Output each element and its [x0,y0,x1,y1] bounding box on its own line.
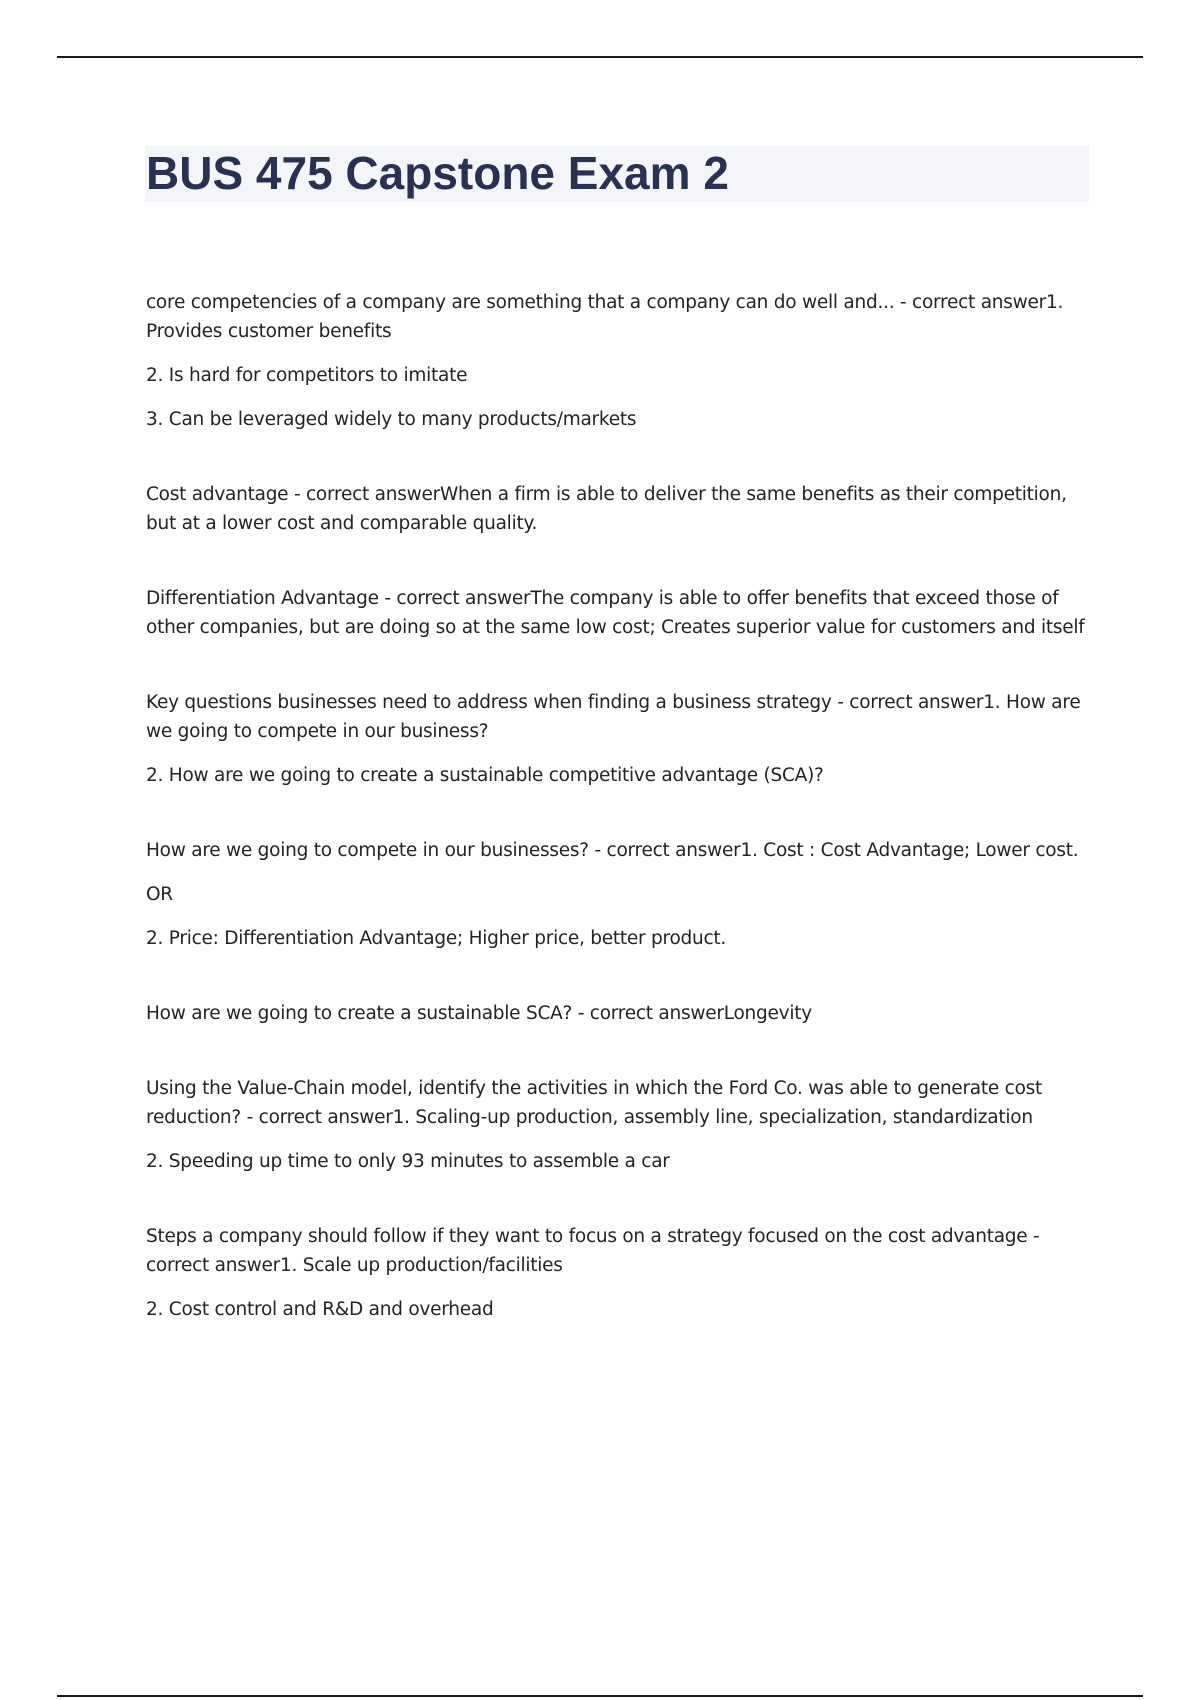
qa-entry-how-compete [146,836,1090,953]
qa-entry-cost-strategy-steps [146,1222,1090,1324]
qa-entry-key-questions [146,688,1090,790]
qa-line: Using the Value-Chain model, identify the activities in which the Ford Co. was able to generate cost reduction? - correct answer1. Scaling-up production, assembly line, specialization, standardization [146,1078,1043,1128]
qa-entry-cost-advantage [146,480,1090,538]
qa-line: Key questions businesses need to address when finding a business strategy - correct answer1. How are we going to compete in our business? [146,692,1081,742]
document-title: BUS 475 Capstone Exam 2 [146,147,729,199]
qa-entry-value-chain [146,1074,1090,1176]
qa-entry-differentiation-advantage [146,584,1090,642]
top-rule [57,56,1143,58]
qa-line: Differentiation Advantage - correct answerThe company is able to offer benefits that exceed those of other companies, but are doing so at the same low cost; Creates superior value for customers and itself [146,588,1085,638]
qa-line: 2. Is hard for competitors to imitate [146,365,468,386]
qa-line: 2. Cost control and R&D and overhead [146,1299,494,1320]
bottom-rule [57,1695,1143,1697]
qa-line: core competencies of a company are something that a company can do well and... - correct answer1. Provides customer benefits [146,292,1064,342]
qa-line: OR [146,884,173,905]
qa-line: Cost advantage - correct answerWhen a firm is able to deliver the same benefits as their competition, but at a lower cost and comparable quality. [146,484,1067,534]
qa-entry-core-competencies [146,288,1090,434]
qa-line: How are we going to compete in our businesses? - correct answer1. Cost : Cost Advantage; Lower cost. [146,840,1079,861]
qa-line: How are we going to create a sustainable SCA? - correct answerLongevity [146,1003,812,1024]
qa-line: 3. Can be leveraged widely to many products/markets [146,409,637,430]
qa-entry-sustainable-sca [146,999,1090,1028]
qa-list [146,288,1090,1324]
qa-line: 2. Price: Differentiation Advantage; Higher price, better product. [146,928,727,949]
qa-line: 2. How are we going to create a sustainable competitive advantage (SCA)? [146,765,824,786]
qa-line: 2. Speeding up time to only 93 minutes to assemble a car [146,1151,670,1172]
qa-line: Steps a company should follow if they want to focus on a strategy focused on the cost advantage - correct answer1. Scale up production/facilities [146,1226,1040,1276]
